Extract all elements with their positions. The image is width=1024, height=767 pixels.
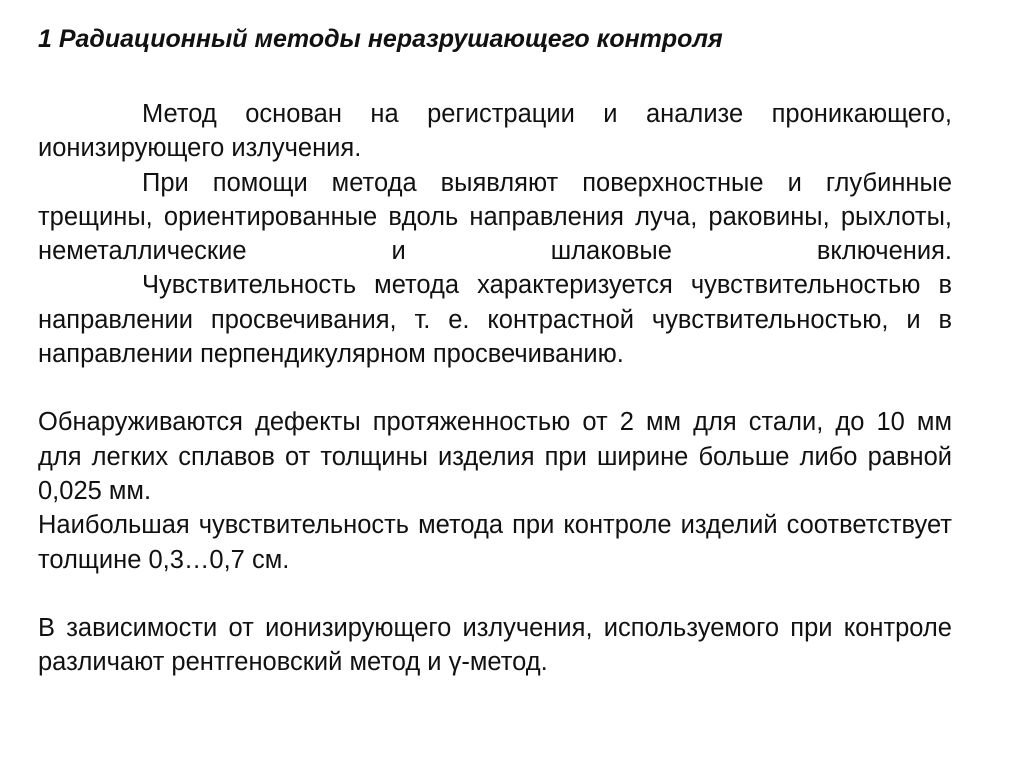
section-defect-sizes <box>38 405 952 576</box>
paragraph-gap <box>38 577 952 611</box>
paragraph-max-sensitivity: Наибольшая чувствительность метода при контроле изделий соответствует толщине 0,3…0,7 см. <box>38 511 952 574</box>
document-title: 1 Радиационный методы неразрушающего контроля <box>38 25 723 53</box>
section-method-basics <box>38 97 952 371</box>
paragraph-defect-length: Обнаруживаются дефекты протяженностью от 2 мм для стали, до 10 мм для легких сплавов от толщины изделия при ширине больше либо равной 0,025 мм. <box>38 408 952 505</box>
paragraph-sensitivity: Чувствительность метода характеризуется чувствительностью в направлении просвечивания, т. е. контрастной чувствительностью, и в направлении перпендикулярном просвечиванию. <box>38 271 952 369</box>
paragraph-detected-defects: При помощи метода выявляют поверхностные и глубинные трещины, ориентированные вдоль направления луча, раковины, рыхлоты, неметаллические и шлаковые включения. <box>38 168 952 266</box>
paragraph-gap <box>38 371 952 405</box>
document-page <box>38 22 952 679</box>
paragraph-method-types: В зависимости от ионизирующего излучения, используемого при контроле различают рентгеновский метод и γ-метод. <box>38 613 952 677</box>
paragraph-method-principle: Метод основан на регистрации и анализе проникающего, ионизирующего излучения. <box>38 100 952 163</box>
section-method-types <box>38 611 952 680</box>
